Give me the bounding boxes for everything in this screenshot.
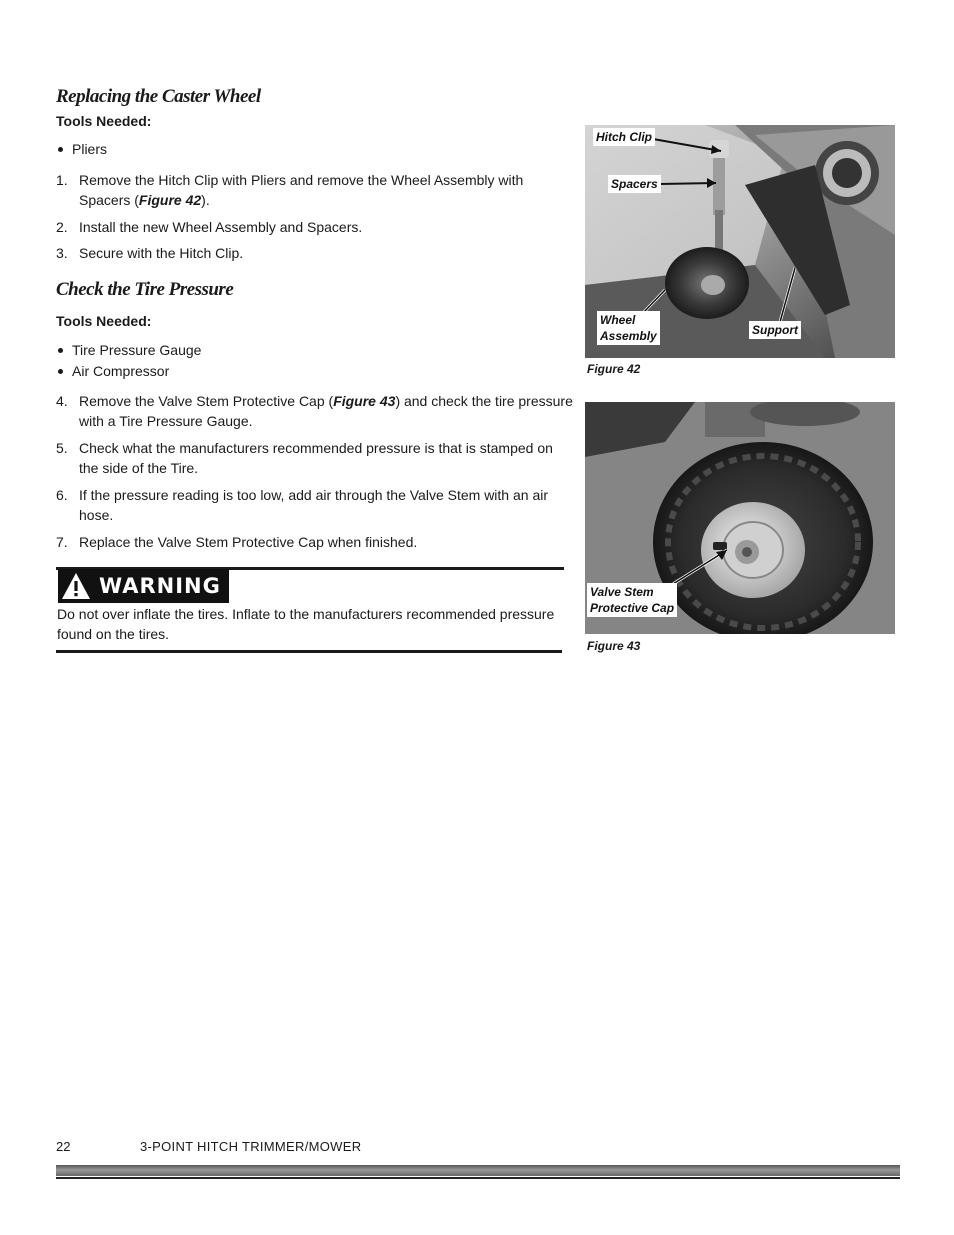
step-4: 4. Remove the Valve Stem Protective Cap (Figure 43) and check the tire pressure with a Tire Pressure Gauge. [56, 393, 573, 429]
tool-item: Air Compressor [58, 363, 169, 379]
figure-43-photo [585, 402, 895, 634]
label-valve-stem-cap: Valve Stem Protective Cap [587, 583, 677, 617]
step-2: 2. Install the new Wheel Assembly and Spacers. [56, 219, 363, 235]
step-7: 7. Replace the Valve Stem Protective Cap when finished. [56, 534, 418, 550]
figure-reference: Figure 43 [333, 393, 396, 409]
tools-needed-label: Tools Needed: [56, 313, 152, 329]
step-5: 5. Check what the manufacturers recommended pressure is that is stamped on the side of the Tire. [56, 440, 553, 476]
heading-replacing-caster-wheel: Replacing the Caster Wheel [56, 86, 261, 107]
figure-42-caption: Figure 42 [587, 362, 641, 376]
warning-text: Do not over inflate the tires. Inflate to the manufacturers recommended pressure found on the tires. [57, 606, 555, 642]
step-6: 6. If the pressure reading is too low, add air through the Valve Stem with an air hose. [56, 487, 548, 523]
label-hitch-clip: Hitch Clip [593, 128, 655, 146]
warning-triangle-icon [61, 572, 91, 600]
tools-needed-label: Tools Needed: [56, 113, 152, 129]
warning-badge [58, 569, 229, 603]
step-3: 3. Secure with the Hitch Clip. [56, 245, 244, 261]
warning-bottom-rule [56, 650, 562, 653]
label-wheel-assembly: Wheel Assembly [597, 311, 660, 345]
tool-item: Tire Pressure Gauge [58, 342, 201, 358]
label-support: Support [749, 321, 801, 339]
figure-42-photo [585, 125, 895, 358]
figure-reference: Figure 42 [138, 192, 202, 208]
figure-43-caption: Figure 43 [587, 639, 641, 653]
footer-bar [56, 1165, 900, 1176]
warning-label: WARNING [99, 574, 221, 598]
tool-item: Pliers [58, 141, 107, 157]
label-spacers: Spacers [608, 175, 661, 193]
manual-title: 3-POINT HITCH TRIMMER/MOWER [140, 1139, 362, 1154]
footer-rule [56, 1177, 900, 1179]
page-number: 22 [56, 1139, 71, 1154]
heading-check-tire-pressure: Check the Tire Pressure [56, 279, 234, 300]
step-1: 1. Remove the Hitch Clip with Pliers and remove the Wheel Assembly with Spacers (Figure 42). [56, 172, 524, 208]
